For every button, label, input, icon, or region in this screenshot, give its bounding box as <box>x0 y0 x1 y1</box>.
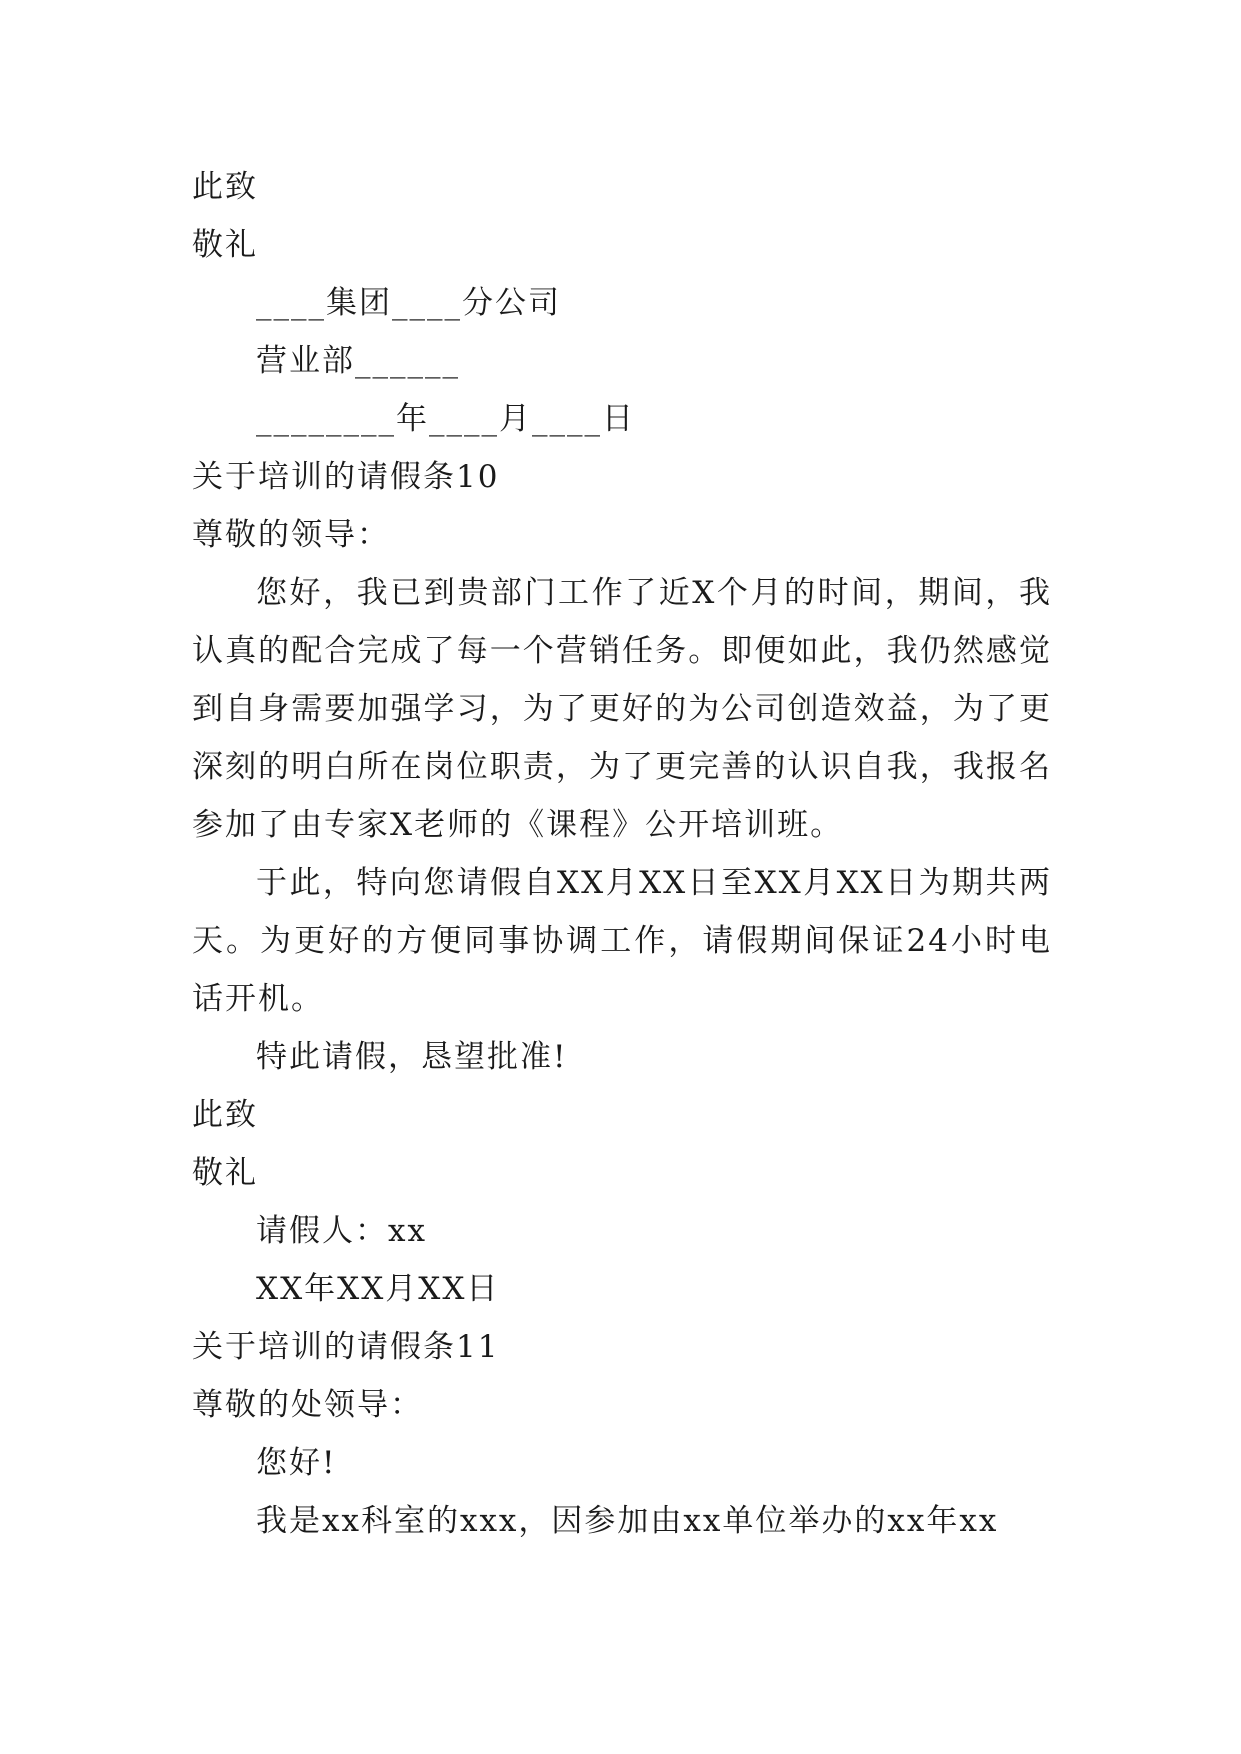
closing-text: 此致 <box>192 1097 258 1133</box>
signature-company: ____集团____分公司 <box>256 285 561 321</box>
greeting: 尊敬的处领导： <box>192 1387 423 1423</box>
body-paragraph: 您好! <box>256 1445 337 1481</box>
body-paragraph: 特此请假，恳望批准! <box>256 1039 568 1075</box>
section-title: 关于培训的请假条10 <box>192 459 500 495</box>
document-body <box>192 158 1052 1550</box>
body-paragraph: 您好，我已到贵部门工作了近X个月的时间，期间，我认真的配合完成了每一个营销任务。即便如此，我仍然感觉到自身需要加强学习，为了更好的为公司创造效益，为了更深刻的明白所在岗位职责，为了更完善的认识自我，我报名参加了由专家X老师的《课程》公开培训班。 <box>192 575 1052 843</box>
section-title: 关于培训的请假条11 <box>192 1329 500 1365</box>
greeting: 尊敬的领导： <box>192 517 390 553</box>
body-paragraph: 我是xx科室的xxx，因参加由xx单位举办的xx年xx <box>256 1503 999 1539</box>
signature-date: XX年XX月XX日 <box>256 1271 500 1307</box>
applicant-signature: 请假人：xx <box>256 1213 427 1249</box>
salute-text: 敬礼 <box>192 227 258 263</box>
salute-text: 敬礼 <box>192 1155 258 1191</box>
signature-department: 营业部______ <box>256 343 460 379</box>
body-paragraph: 于此，特向您请假自XX月XX日至XX月XX日为期共两天。为更好的方便同事协调工作，请假期间保证24小时电话开机。 <box>192 865 1052 1017</box>
closing-text: 此致 <box>192 169 258 205</box>
signature-date: ________年____月____日 <box>256 401 635 437</box>
